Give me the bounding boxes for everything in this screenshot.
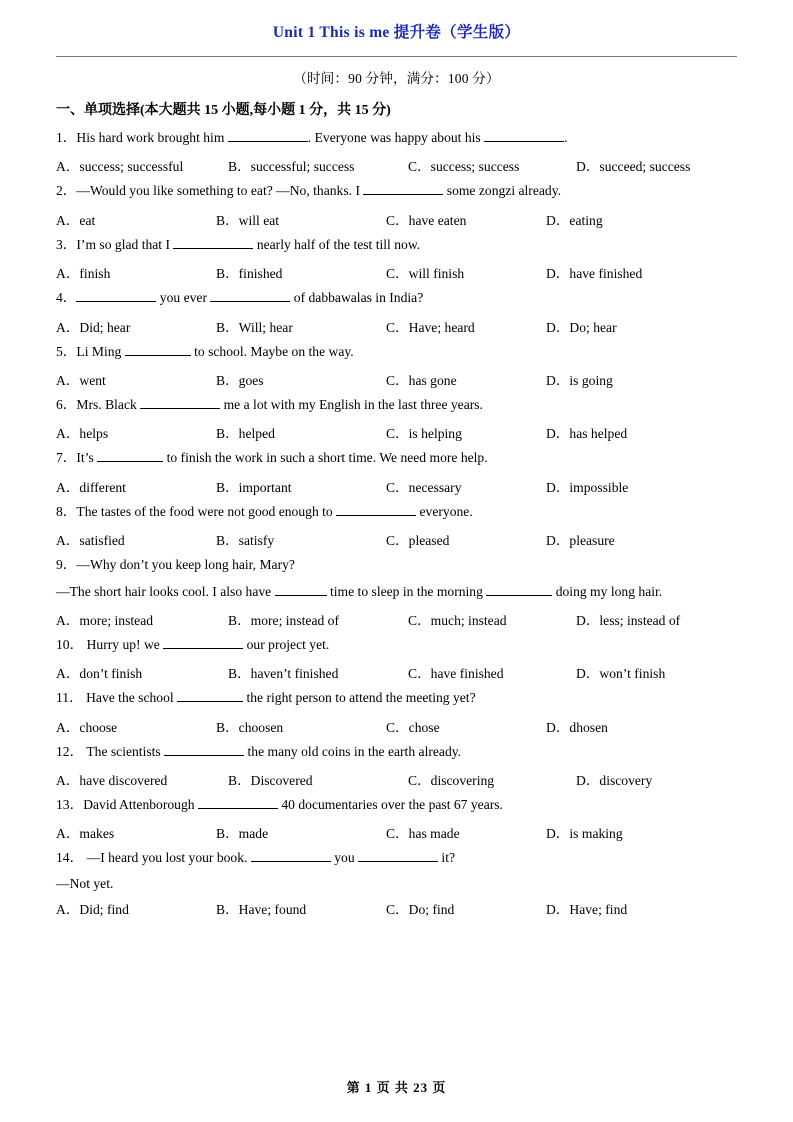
answer-blank: [251, 861, 331, 862]
stem-text: to finish the work in such a short time. We need more help.: [163, 450, 488, 466]
stem-text: It’s: [76, 450, 98, 466]
stem-text: doing my long hair.: [552, 583, 663, 599]
option-row: [56, 898, 737, 918]
option-b[interactable]: B．finished: [216, 266, 283, 282]
option-d[interactable]: D．is making: [546, 826, 623, 842]
option-c[interactable]: C．is helping: [386, 426, 462, 442]
question-number: 7．: [56, 450, 77, 466]
question-stem: [56, 503, 737, 520]
option-row: [56, 262, 737, 282]
option-b[interactable]: B．goes: [216, 372, 264, 388]
option-a[interactable]: A．Did; hear: [56, 319, 131, 335]
answer-blank: [363, 194, 443, 195]
option-row: [56, 422, 737, 442]
answer-blank: [228, 141, 308, 142]
option-a[interactable]: A．eat: [56, 212, 96, 228]
question-number: 3．: [56, 236, 77, 252]
question-stem: [56, 743, 737, 760]
question-number: 6．: [56, 396, 77, 412]
option-b[interactable]: B．will eat: [216, 212, 280, 228]
option-row: [56, 476, 737, 493]
stem-text: The scientists: [86, 743, 165, 759]
question-number: 14．: [56, 850, 84, 866]
option-a[interactable]: A．don’t finish: [56, 666, 143, 682]
question-stem: [56, 636, 737, 653]
option-a[interactable]: A．different: [56, 479, 126, 495]
question-stem-line2: [56, 875, 737, 892]
option-row: [56, 662, 737, 682]
option-c[interactable]: C．Do; find: [386, 902, 455, 918]
answer-blank: [125, 355, 191, 356]
option-c[interactable]: C．have finished: [408, 666, 504, 682]
question-number: 1．: [56, 130, 77, 145]
question-stem-line2: [56, 583, 737, 600]
stem-text: the many old coins in the earth already.: [244, 743, 462, 759]
option-c[interactable]: C．has gone: [386, 372, 457, 388]
option-c[interactable]: C．necessary: [386, 479, 462, 495]
option-b[interactable]: B．Have; found: [216, 902, 307, 918]
stem-text: it?: [438, 850, 456, 866]
answer-blank: [486, 595, 552, 596]
stem-text: —Not yet.: [56, 875, 114, 891]
stem-text: you: [330, 850, 359, 866]
page-title: Unit 1 This is me 提升卷（学生版）: [272, 24, 521, 41]
stem-text: the right person to attend the meeting yet?: [243, 690, 476, 706]
option-d[interactable]: D．pleasure: [546, 533, 615, 549]
answer-blank: [484, 141, 564, 142]
answer-blank: [275, 595, 327, 596]
stem-text: —I heard you lost your book.: [86, 850, 251, 866]
option-a[interactable]: A．more; instead: [56, 612, 154, 628]
question-stem: [56, 849, 737, 866]
option-c[interactable]: C．discovering: [408, 773, 495, 789]
stem-text: some zongzi already.: [443, 183, 562, 199]
option-c[interactable]: C．success; success: [408, 159, 520, 175]
option-row: [56, 209, 737, 226]
question-stem: [56, 449, 737, 466]
option-c[interactable]: C．chose: [386, 719, 440, 735]
question-number: 2．: [56, 183, 77, 199]
answer-blank: [177, 701, 243, 702]
stem-text: you ever: [156, 290, 211, 306]
question-number: 10．: [56, 636, 84, 652]
option-a[interactable]: A．Did; find: [56, 902, 129, 918]
stem-text: I’m so glad that I: [76, 236, 174, 252]
stem-text: —Would you like something to eat? —No, thanks. I: [76, 183, 364, 199]
option-c[interactable]: C．will finish: [386, 266, 465, 282]
stem-text: —The short hair looks cool. I also have: [56, 583, 275, 599]
question-number: 5．: [56, 343, 77, 359]
option-a[interactable]: A．satisfied: [56, 533, 125, 549]
stem-text: Mrs. Black: [76, 396, 141, 412]
option-b[interactable]: B．more; instead of: [228, 612, 339, 628]
question-number: 8．: [56, 503, 77, 519]
answer-blank: [164, 755, 244, 756]
stem-text: Hurry up! we: [86, 636, 164, 652]
option-d[interactable]: D．Do; hear: [546, 319, 617, 335]
stem-text: . Everyone was happy about his: [307, 130, 485, 145]
answer-blank: [336, 515, 416, 516]
option-d[interactable]: D．impossible: [546, 479, 629, 495]
question-stem: [56, 182, 737, 199]
answer-blank: [210, 301, 290, 302]
option-a[interactable]: A．helps: [56, 426, 109, 442]
option-a[interactable]: A．went: [56, 372, 106, 388]
question-stem: [56, 796, 737, 813]
question-number: 9．: [56, 557, 77, 573]
option-a[interactable]: A．choose: [56, 719, 118, 735]
question-stem: [56, 289, 737, 306]
stem-text: to school. Maybe on the way.: [190, 343, 354, 359]
option-c[interactable]: C．have eaten: [386, 212, 467, 228]
question-stem: [56, 396, 737, 413]
stem-text: nearly half of the test till now.: [253, 236, 421, 252]
option-d[interactable]: D．is going: [546, 372, 613, 388]
answer-blank: [198, 808, 278, 809]
stem-text: everyone.: [416, 503, 473, 519]
option-b[interactable]: B．haven’t finished: [228, 666, 339, 682]
stem-text: .: [564, 130, 568, 145]
stem-text: of dabbawalas in India?: [290, 290, 424, 306]
option-b[interactable]: B．choosen: [216, 719, 284, 735]
exam-subtitle: （时间：90 分钟，满分：100 分）: [293, 71, 500, 86]
option-a[interactable]: A．finish: [56, 266, 111, 282]
stem-text: time to sleep in the morning: [326, 583, 487, 599]
question-number: 11．: [56, 690, 83, 706]
page-footer: 第 1 页 共 23 页: [346, 1080, 447, 1095]
answer-blank: [140, 408, 220, 409]
question-stem: [56, 236, 737, 253]
option-d[interactable]: D．has helped: [546, 426, 628, 442]
answer-blank: [358, 861, 438, 862]
option-b[interactable]: B．satisfy: [216, 533, 275, 549]
option-d[interactable]: D．Have; find: [546, 902, 628, 918]
option-a[interactable]: A．success; successful: [56, 159, 184, 175]
option-row: [56, 369, 737, 386]
stem-text: —Why don’t you keep long hair, Mary?: [76, 557, 295, 573]
option-row: [56, 155, 737, 175]
answer-blank: [97, 461, 163, 462]
answer-blank: [173, 248, 253, 249]
option-b[interactable]: B．Will; hear: [216, 319, 293, 335]
option-d[interactable]: D．succeed; success: [576, 159, 691, 175]
stem-text: 40 documentaries over the past 67 years.: [277, 797, 503, 813]
option-row: [56, 316, 737, 333]
option-c[interactable]: C．Have; heard: [386, 319, 475, 335]
question-number: 12．: [56, 743, 84, 759]
option-a[interactable]: A．have discovered: [56, 773, 168, 789]
option-d[interactable]: D．discovery: [576, 773, 653, 789]
question-stem: [56, 689, 737, 706]
stem-text: me a lot with my English in the last three years.: [220, 396, 483, 412]
option-b[interactable]: B．made: [216, 826, 269, 842]
question-stem: [56, 343, 737, 360]
stem-text: The tastes of the food were not good enough to: [76, 503, 337, 519]
option-d[interactable]: D．eating: [546, 212, 603, 228]
stem-text: Have the school: [86, 690, 178, 706]
section-heading: 一、单项选择(本大题共 15 小题,每小题 1 分，共 15 分): [56, 103, 391, 118]
option-d[interactable]: D．won’t finish: [576, 666, 666, 682]
option-c[interactable]: C．much; instead: [408, 612, 507, 628]
option-row: [56, 716, 737, 733]
option-b[interactable]: B．Discovered: [228, 773, 313, 789]
option-row: [56, 529, 737, 549]
answer-blank: [76, 301, 156, 302]
question-number: 13．: [56, 797, 84, 813]
stem-text: Li Ming: [76, 343, 125, 359]
stem-text: David Attenborough: [83, 797, 198, 813]
option-row: [56, 609, 737, 626]
question-number: 4．: [56, 290, 77, 306]
question-stem: [56, 129, 737, 146]
option-a[interactable]: A．makes: [56, 826, 115, 842]
option-row: [56, 769, 737, 789]
title-divider: [56, 56, 737, 57]
option-row: [56, 822, 737, 842]
option-d[interactable]: D．dhosen: [546, 719, 608, 735]
stem-text: our project yet.: [243, 636, 330, 652]
option-c[interactable]: C．has made: [386, 826, 460, 842]
answer-blank: [163, 648, 243, 649]
stem-text: His hard work brought him: [76, 130, 228, 145]
option-b[interactable]: B．important: [216, 479, 292, 495]
option-c[interactable]: C．pleased: [386, 533, 450, 549]
option-b[interactable]: B．successful; success: [228, 159, 355, 175]
option-d[interactable]: D．have finished: [546, 266, 643, 282]
option-d[interactable]: D．less; instead of: [576, 612, 681, 628]
question-stem: [56, 556, 737, 573]
option-b[interactable]: B．helped: [216, 426, 275, 442]
